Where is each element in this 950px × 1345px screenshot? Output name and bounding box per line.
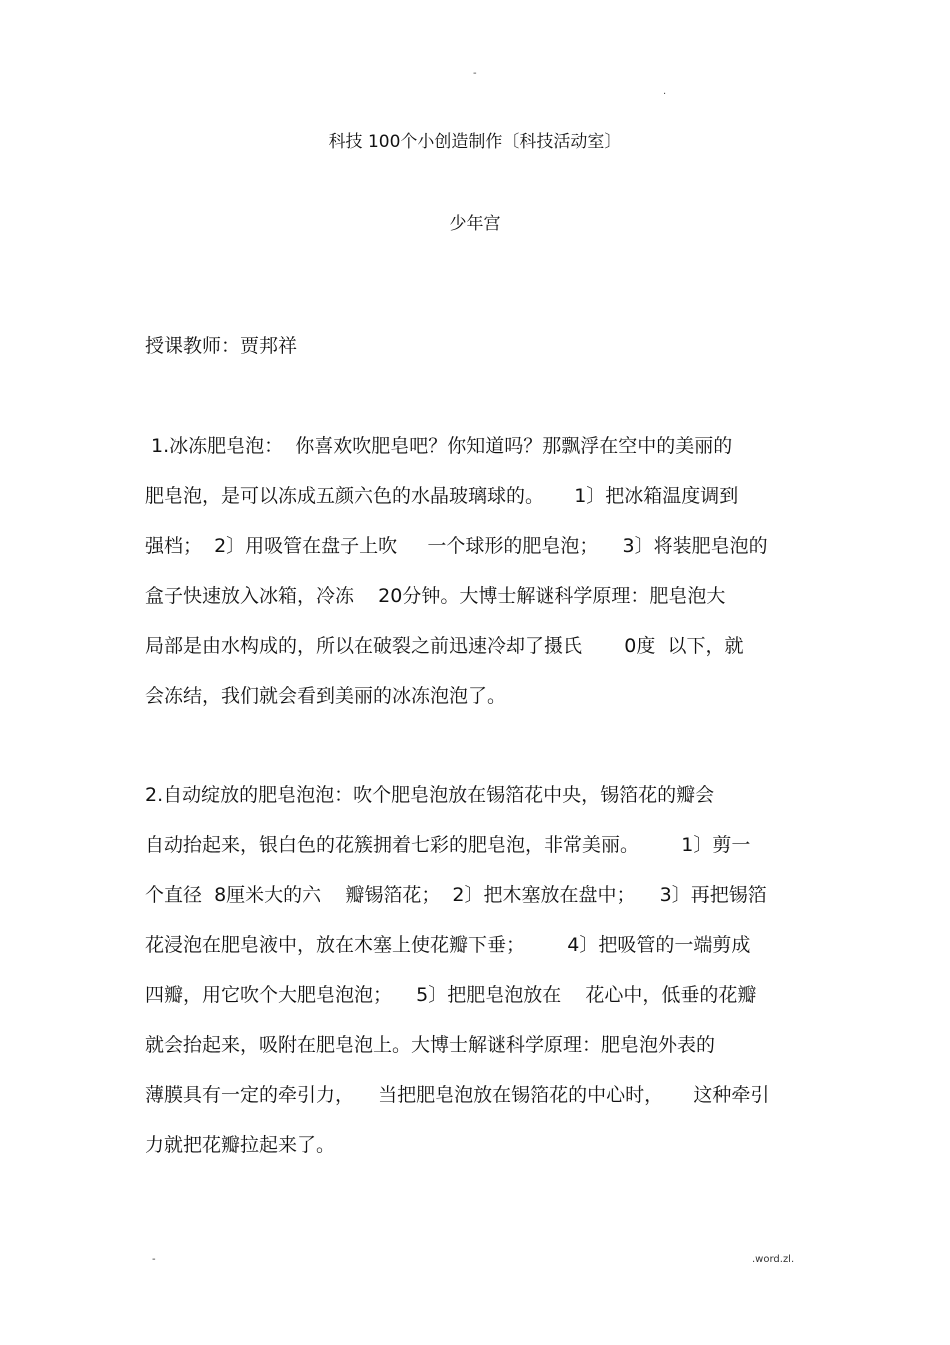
paragraph-line: 四瓣，用它吹个大肥皂泡泡； 5〕把肥皂泡放在 花心中，低垂的花瓣 [145,984,757,1006]
paragraph-line: 花浸泡在肥皂液中，放在木塞上使花瓣下垂； 4〕把吸管的一端剪成 [145,934,751,956]
document-title: 科技 100个小创造制作〔科技活动室〕 [328,132,622,152]
header-mark-left: - [473,68,477,79]
paragraph-line: 1.冰冻肥皂泡： 你喜欢吹肥皂吧？你知道吗？那飘浮在空中的美丽的 [145,435,733,457]
paragraph-line: 局部是由水构成的，所以在破裂之前迅速冷却了摄氏 0度 以下，就 [145,635,744,657]
paragraph-line: 2.自动绽放的肥皂泡泡：吹个肥皂泡放在锡箔花中央，锡箔花的瓣会 [145,784,715,806]
paragraph-line: 盒子快速放入冰箱，冷冻 20分钟。大博士解谜科学原理：肥皂泡大 [145,585,726,607]
paragraph-line: 肥皂泡，是可以冻成五颜六色的水晶玻璃球的。 1〕把冰箱温度调到 [145,485,739,507]
paragraph-line: 薄膜具有一定的牵引力， 当把肥皂泡放在锡箔花的中心时， 这种牵引 [145,1084,770,1106]
footer-left: - [152,1254,156,1265]
paragraph-line: 会冻结，我们就会看到美丽的冰冻泡泡了。 [145,685,507,707]
paragraph-line: 力就把花瓣拉起来了。 [145,1134,336,1156]
paragraph-line: 就会抬起来，吸附在肥皂泡上。大博士解谜科学原理：肥皂泡外表的 [145,1034,716,1056]
paragraph-line: 自动抬起来，银白色的花簇拥着七彩的肥皂泡，非常美丽。 1〕剪一 [145,834,751,856]
footer-right: .word.zl. [752,1254,795,1265]
teacher-line: 授课教师：贾邦祥 [145,335,298,357]
header-mark-right: . [663,86,667,97]
document-subtitle: 少年宫 [449,214,501,234]
paragraph-line: 强档； 2〕用吸管在盘子上吹 一个球形的肥皂泡； 3〕将装肥皂泡的 [145,535,768,557]
paragraph-line: 个直径 8厘米大的六 瓣锡箔花； 2〕把木塞放在盘中； 3〕再把锡箔 [145,884,767,906]
